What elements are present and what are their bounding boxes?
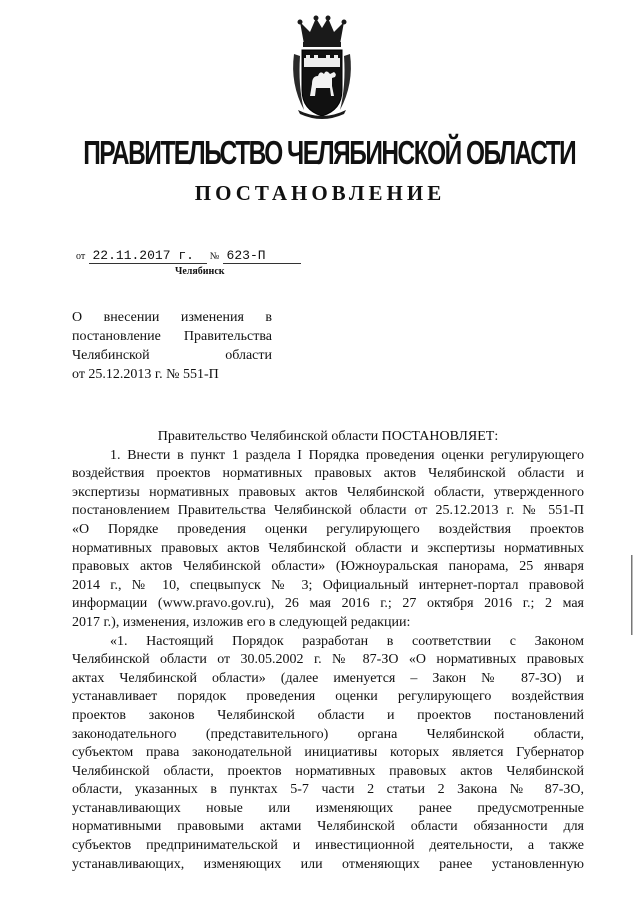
scan-margin-mark [631, 555, 634, 635]
subject-line: от 25.12.2013 г. № 551-П [72, 367, 219, 382]
chelyabinsk-coat-of-arms-icon [290, 14, 354, 122]
document-type: ПОСТАНОВЛЕНИЕ [194, 181, 446, 205]
document-body [72, 428, 584, 874]
paragraph-line: субъектом права законодательной инициативы которых является Губернатор [72, 745, 584, 761]
government-title: ПРАВИТЕЛЬСТВО ЧЕЛЯБИНСКОЙ ОБЛАСТИ [83, 134, 576, 171]
paragraph-line: законодательного (представительного) органа Челябинской области, [72, 726, 584, 742]
date-label: от [76, 251, 86, 262]
paragraph-line: Челябинской области от 30.05.2002 г. № 87-ЗО «О нормативных правовых [72, 652, 584, 668]
number-label: № [209, 251, 220, 262]
date-number-line [76, 247, 301, 264]
paragraph-line: постановлением Правительства Челябинской области от 25.12.2013 г. № 551-П [72, 503, 584, 519]
paragraph-line: воздействия проектов нормативных правовых актов Челябинской области и [72, 466, 584, 482]
subject-line: О внесении изменения в [72, 310, 272, 325]
paragraph-line: области, указанных в пунктах 5-7 части 2 статьи 2 Закона № 87-ЗО, [72, 782, 584, 798]
subject-line: Челябинской области [72, 348, 272, 363]
city-name: Челябинск [175, 266, 225, 277]
document-date: 22.11.2017 г. [89, 248, 207, 264]
paragraph-line: экспертизы нормативных правовых актов Челябинской области, утвержденного [72, 484, 584, 500]
paragraph-line: субъектов предпринимательской и инвестиционной деятельности, а также [72, 838, 584, 854]
paragraph-line: нормативных правовых актов Челябинской области и экспертизы нормативных [72, 540, 584, 556]
subject-line: постановление Правительства [72, 329, 272, 344]
paragraph-line: Челябинской области, проектов нормативных правовых актов Челябинской [72, 763, 584, 779]
paragraph-line: проектов законов Челябинской области и проектов постановлений [72, 707, 584, 723]
paragraph-line: правовых актов Челябинской области» (Южноуральская панорама, 25 января [72, 559, 584, 575]
paragraph-line: устанавливающих новые или изменяющих ранее предусмотренные [72, 800, 584, 816]
paragraph-line: информации (www.pravo.gov.ru), 26 мая 2016 г.; 27 октября 2016 г.; 2 мая [72, 596, 584, 612]
paragraph-line: нормативными правовыми актами Челябинской области обязанности для [72, 819, 584, 835]
paragraph-line: «О Порядке проведения оценки регулирующего воздействия проектов [72, 521, 584, 537]
paragraph-line: 1. Внести в пункт 1 раздела I Порядка проведения оценки регулирующего [110, 447, 584, 463]
document-number: 623-П [223, 248, 301, 264]
document-subject [72, 308, 272, 384]
paragraph-line: актах Челябинской области» (далее именуется – Закон № 87-ЗО) и [72, 670, 584, 686]
paragraph-line: 2017 г.), изменения, изложив его в следующей редакции: [72, 614, 411, 630]
paragraph-line: 2014 г., № 10, спецвыпуск № 3; Официальный интернет-портал правовой [72, 577, 584, 593]
paragraph-line: «1. Настоящий Порядок разработан в соответствии с Законом [110, 633, 584, 649]
paragraph-line: устанавливает порядок проведения оценки регулирующего воздействия [72, 689, 584, 705]
paragraph-line: устанавливающих, изменяющих или отменяющих ранее установленную [72, 856, 584, 872]
intro-line: Правительство Челябинской области ПОСТАНОВЛЯЕТ: [157, 429, 499, 444]
